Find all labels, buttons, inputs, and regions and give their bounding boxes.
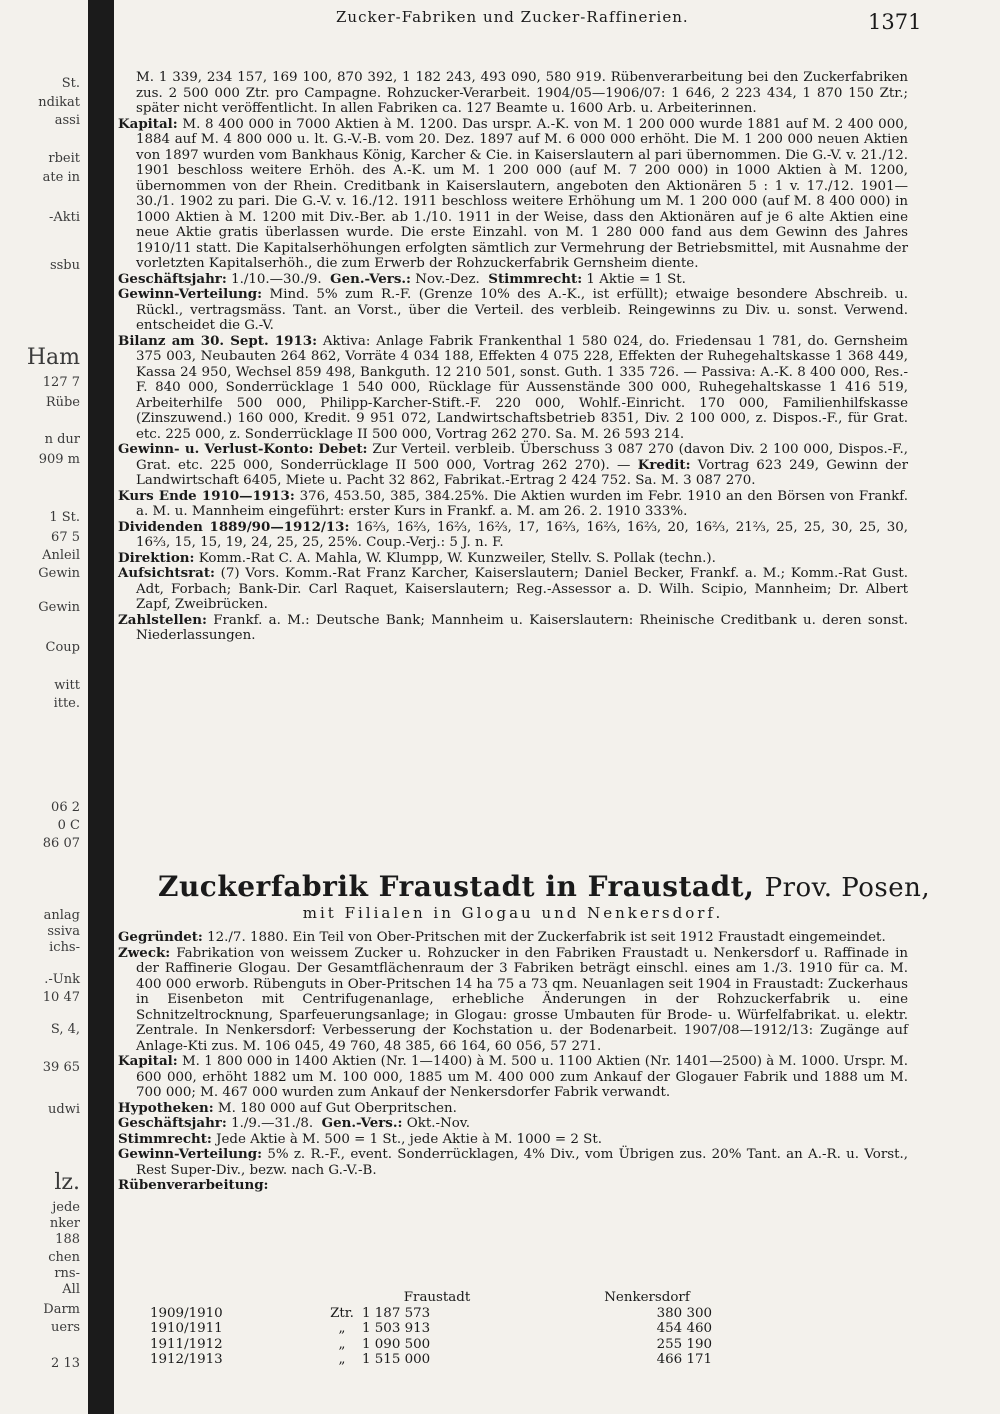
page-number: 1371	[868, 10, 922, 34]
margin-fragment: ndikat	[38, 95, 80, 110]
year-cell: 1912/1913	[150, 1352, 223, 1368]
beet-processing-table	[150, 1290, 742, 1368]
table-row	[150, 1306, 742, 1322]
margin-fragment: 10 47	[42, 990, 80, 1005]
margin-fragment: 1 St.	[49, 510, 80, 525]
margin-fragment: nker	[49, 1216, 80, 1231]
margin-fragment: 188	[55, 1232, 80, 1247]
margin-fragment: chen	[48, 1250, 80, 1265]
dividends: Dividenden 1889/90—1912/13: 16⅔, 16⅔, 16⅔, 16⅔, 17, 16⅔, 16⅔, 16⅔, 20, 16⅔, 21⅔, 25, 25, 30, 25, 30, 16⅔, 15, 15, 19, 24, 25, 25, 25%. Coup.-Verj.: 5 J. n. F.	[118, 518, 909, 550]
margin-fragment: Rübe	[45, 395, 80, 410]
margin-fragment: Gewin	[38, 566, 80, 581]
nenkersdorf-cell: 466 171	[656, 1352, 712, 1368]
margin-fragment: Gewin	[38, 600, 80, 615]
nenkersdorf-cell: 454 460	[656, 1321, 712, 1337]
margin-fragment: anlag	[43, 908, 80, 923]
management: Direktion: Komm.-Rat C. A. Mahla, W. Klumpp, W. Kunzweiler, Stellv. S. Pollak (techn.).	[118, 549, 716, 566]
column-header: Nenkersdorf	[604, 1290, 690, 1306]
production-paragraph: M. 1 339, 234 157, 169 100, 870 392, 1 182 243, 493 090, 580 919. Rübenverarbeitung bei den Zuckerfabriken zus. 2 500 000 Ztr. pro Campagne. Rohzucker-Verarbeit. 1904/05—1906/07: 1 646, 2 223 434, 1 870 150 Ztr.; später nicht veröffentlicht. In allen Fabriken ca. 127 Beamte u. 1600 Arb. u. Arbeiterinnen.	[136, 70, 908, 116]
company-title: Zuckerfabrik Fraustadt in Fraustadt, Prov. Posen,	[158, 870, 931, 903]
running-title: Zucker-Fabriken und Zucker-Raffinerien.	[336, 8, 689, 26]
purpose: Zweck: Fabrikation von weissem Zucker u. Rohzucker in den Fabriken Fraustadt u. Nenkersdorf u. Raffinade in der Raffinerie Glogau. Der Gesamtflächenraum der 3 Fabriken beträgt einschl. eines am 1./3. 1910 für ca. M. 400 000 erworb. Rübenguts in Ober-Pritschen 14 ha 75 a 73 qm. Neuanlagen seit 1904 in Fraustadt: Zuckerhaus in Eisenbeton mit Centrifugenanlage, erhebliche Änderungen in der Rohzuckerfabrik u. eine Schnitzeltrocknung, Sparfeuerungsanlage; in Glogau: grosse Umbauten für Brode- u. Würfelfabrikat. u. elektr. Zentrale. In Nenkersdorf: Verbesserung der Kochstation u. der Bodenarbeit. 1907/08—1912/13: Zugänge auf Anlage-Kti zus. M. 106 045, 49 760, 48 385, 66 164, 60 056, 57 271.	[118, 944, 908, 1054]
margin-fragment: All	[62, 1282, 80, 1297]
margin-fragment: itte.	[53, 696, 80, 711]
margin-fragment: ssbu	[49, 258, 80, 273]
table-row	[150, 1337, 742, 1353]
margin-fragment: rns-	[54, 1266, 80, 1281]
profit-distribution-2: Gewinn-Verteilung: 5% z. R.-F., event. Sonderrücklagen, 4% Div., vom Übrigen zus. 20% Tant. an A.-R. u. Vorst., Rest Super-Div., bezw. nach G.-V.-B.	[118, 1146, 908, 1178]
margin-fragment: 2 13	[51, 1356, 80, 1371]
field-label: Kapital:	[118, 115, 178, 132]
margin-fragment: 0 C	[57, 818, 80, 833]
margin-fragment: 39 65	[42, 1060, 80, 1075]
column-header: Fraustadt	[403, 1290, 471, 1306]
margin-fragment: S, 4,	[50, 1022, 80, 1037]
company-subtitle: mit Filialen in Glogau und Nenkersdorf.	[302, 904, 724, 922]
margin-fragment: -Akti	[48, 210, 80, 225]
margin-fragment: lz.	[54, 1170, 80, 1195]
share-prices: Kurs Ende 1910—1913: 376, 453.50, 385, 384.25%. Die Aktien wurden im Febr. 1910 an den Börsen von Frankf. a. M. u. Mannheim eingeführt: erster Kurs in Frankf. a. M. am 26. 2. 1910 333%.	[118, 487, 908, 519]
margin-fragment: Anleil	[42, 548, 80, 563]
mortgages: Hypotheken: M. 180 000 auf Gut Oberpritschen.	[118, 1099, 457, 1116]
margin-fragment: ssiva	[47, 924, 80, 939]
fiscal-line: Geschäftsjahr: 1./10.—30./9. Gen.-Vers.: Nov.-Dez. Stimmrecht: 1 Aktie = 1 St.	[118, 270, 686, 287]
book-spine-shadow	[88, 0, 114, 1414]
year-cell: 1911/1912	[150, 1336, 223, 1352]
margin-fragment: assi	[54, 113, 80, 128]
paying-agents: Zahlstellen: Frankf. a. M.: Deutsche Bank; Mannheim u. Kaiserslautern: Rheinische Creditbank u. deren sonst. Niederlassungen.	[118, 611, 909, 643]
balance-sheet: Bilanz am 30. Sept. 1913: Aktiva: Anlage Fabrik Frankenthal 1 580 024, do. Friedensau 1 781, do. Gernsheim 375 003, Neubauten 264 862, Vorräte 4 034 188, Effekten 4 075 228, Effekten der Ruhegehaltskasse 1 368 449, Kassa 24 950, Wechsel 859 498, Bankguth. 12 210 501, sonst. Guth. 1 335 726. — Passiva: A.-K. 8 400 000, Res.-F. 840 000, Sonderrücklage 1 540 000, Rücklage für Aussenstände 300 000, Ruhegehaltskasse 1 416 519, Arbeiterhilfe 500 000, Philipp-Karcher-Stift.-F. 220 000, Wohlf.-Einricht. 170 000, Familienhilfskasse (Zinszuwend.) 160 000, Kredit. 9 951 072, Landwirtschaftsbetrieb 8351, Div. 2 100 000, z. Dispos.-F., für Grat. etc. 225 000, z. Sonderrücklage II 500 000, Vortrag 262 270. Sa. M. 26 593 214.	[118, 332, 908, 442]
margin-fragment: uers	[51, 1320, 80, 1335]
margin-fragment: St.	[61, 76, 80, 91]
margin-fragment: 67 5	[51, 530, 80, 545]
margin-fragment: jede	[52, 1200, 80, 1215]
fraustadt-cell: „ 1 090 500	[338, 1336, 431, 1352]
margin-fragment: Coup	[45, 640, 80, 655]
margin-fragment: udwi	[48, 1102, 80, 1117]
capital: Kapital: M. 1 800 000 in 1400 Aktien (Nr. 1—1400) à M. 500 u. 1100 Aktien (Nr. 1401—2500) à M. 1000. Urspr. M. 600 000, erhöht 1882 um M. 100 000, 1885 um M. 400 000 zum Ankauf der Glogauer Fabrik und 1888 um M. 700 000; M. 467 000 wurden zum Ankauf der Nenkersdorfer Fabrik verwandt.	[118, 1053, 908, 1100]
table-row	[150, 1321, 742, 1337]
fraustadt-cell: „ 1 515 000	[338, 1352, 431, 1368]
fiscal-year: Geschäftsjahr: 1./9.—31./8. Gen.-Vers.: Okt.-Nov.	[118, 1115, 470, 1131]
margin-fragment: witt	[54, 678, 80, 693]
year-cell: 1910/1911	[150, 1321, 223, 1337]
voting-rights: Stimmrecht: Jede Aktie à M. 500 = 1 St., jede Aktie à M. 1000 = 2 St.	[118, 1130, 602, 1147]
founded: Gegründet: 12./7. 1880. Ein Teil von Ober-Pritschen mit der Zuckerfabrik ist seit 1912 Fraustadt eingemeindet.	[118, 929, 886, 945]
previous-page-margin	[0, 0, 86, 1414]
margin-fragment: 86 07	[42, 836, 80, 851]
margin-fragment: 06 2	[51, 800, 80, 815]
company1-entry	[118, 70, 908, 644]
company2-entry	[118, 930, 908, 1194]
margin-fragment: Ham	[26, 345, 80, 370]
table-row	[150, 1352, 742, 1368]
margin-fragment: n dur	[44, 432, 80, 447]
profit-distribution: Gewinn-Verteilung: Mind. 5% zum R.-F. (Grenze 10% des A.-K., ist erfüllt); etwaige besondere Abschreib. u. Rückl., vertragsmäss. Tant. an Vorst., über die Verteil. des verbleib. Reingewinns zu Div. u. sonst. Verwend. entscheidet die G.-V.	[118, 286, 908, 333]
margin-fragment: ichs-	[49, 940, 80, 955]
margin-fragment: .-Unk	[44, 972, 80, 987]
capital-paragraph: Kapital: M. 8 400 000 in 7000 Aktien à M. 1200. Das urspr. A.-K. von M. 1 200 000 wurde 1881 auf M. 2 400 000, 1884 auf M. 4 800 000 u. lt. G.-V.-B. vom 20. Dez. 1897 auf M. 6 000 000 erhöht. Die M. 1 200 000 neuen Aktien von 1897 wurden vom Bankhaus König, Karcher & Cie. in Kaiserslautern al pari übernommen. Die G.-V. v. 21./12. 1901 beschloss weitere Erhöh. des A.-K. um M. 1 200 000 (auf M. 7 200 000) in 1000 Aktien à M. 1200, übernommen von der Rhein. Creditbank in Kaiserslautern, angeboten den Aktionären 5 : 1 v. 17./12. 1901—30./1. 1902 zu pari. Die G.-V. v. 16./12. 1911 beschloss weitere Erhöhung um M. 1 200 000 (auf M. 8 400 000) in 1000 Aktien à M. 1200 mit Div.-Ber. ab 1./10. 1911 in der Weise, dass den Aktionären auf je 6 alte Aktien eine neue Aktie gratis überlassen wurde. Die erste Einzahl. von M. 1 280 000 fand aus dem Gewinn des Jahres 1910/11 statt. Die Kapitalserhöhungen erfolgten sämtlich zur Vermehrung der Betriebsmittel, mit Ausnahme der vorletzten Kapitalserhöh., die zum Erwerb der Rohzuckerfabrik Gernsheim diente.	[118, 115, 908, 271]
nenkersdorf-cell: 255 190	[656, 1336, 712, 1352]
table-header-row	[150, 1290, 742, 1306]
margin-fragment: ate in	[42, 170, 80, 185]
margin-fragment: Darm	[43, 1302, 80, 1317]
fraustadt-cell: „ 1 503 913	[338, 1321, 431, 1337]
nenkersdorf-cell: 380 300	[656, 1305, 712, 1321]
profit-loss-account: Gewinn- u. Verlust-Konto: Debet: Zur Verteil. verbleib. Überschuss 3 087 270 (davon Div. 2 100 000, Dispos.-F., Grat. etc. 225 000, Sonderrücklage II 500 000, Vortrag 262 270). — Kredit: Vortrag 623 249, Gewinn der Landwirtschaft 6405, Miete u. Pacht 32 862, Fabrikat.-Ertrag 2 424 752. Sa. M. 3 087 270.	[118, 441, 908, 488]
margin-fragment: rbeit	[48, 151, 80, 166]
year-cell: 1909/1910	[150, 1305, 223, 1321]
fraustadt-cell: Ztr. 1 187 573	[330, 1305, 431, 1321]
supervisory-board: Aufsichtsrat: (7) Vors. Komm.-Rat Franz Karcher, Kaiserslautern; Daniel Becker, Frankf. a. M.; Komm.-Rat Gust. Adt, Forbach; Bank-Dir. Carl Raquet, Kaiserslautern; Reg.-Assessor a. D. Wilh. Scipio, Mannheim; Dr. Albert Zapf, Zweibrücken.	[118, 565, 908, 612]
beet-processing-label: Rübenverarbeitung:	[118, 1177, 269, 1193]
margin-fragment: 909 m	[38, 452, 80, 467]
margin-fragment: 127 7	[42, 375, 80, 390]
